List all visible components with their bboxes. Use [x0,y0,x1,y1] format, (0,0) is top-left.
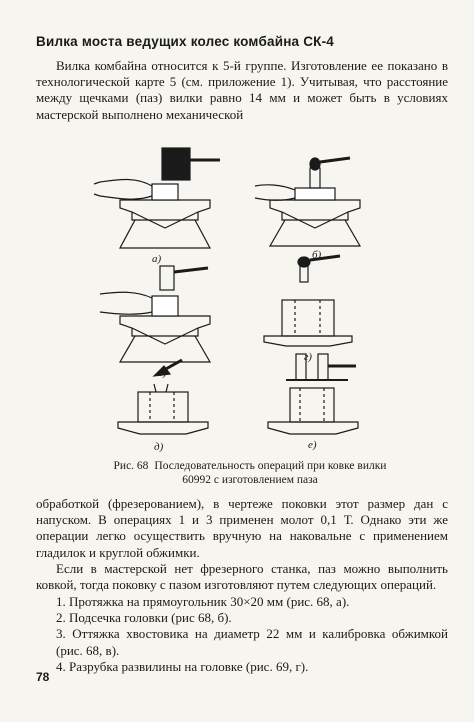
subfig-label-b: б) [312,249,322,261]
operation-g-drawing [264,256,352,346]
subfig-label-a: а) [152,253,162,265]
operation-a-drawing [94,148,220,248]
list-item: 3. Оттяжка хвостовика на диаметр 22 мм и калибровка обжимкой (рис. 68, в). [56,626,448,658]
list-item: 4. Разрубка развилины на головке (рис. 69, г). [56,658,309,674]
section-heading: Вилка моста ведущих колес комбайна СК-4 [36,34,334,49]
subfig-label-d: д) [154,441,164,453]
paragraph-machining: обработкой (фрезерованием), в чертеже поковки этот размер дан с напуском. В операциях 1 и 3 применен молот 0,1 Т. Однако эти же операции легко осуществить вручную на наковальне с применением гладилок и круглой обжимки. [36,496,448,560]
operation-e-drawing [268,354,358,434]
list-item: 2. Подсечка головки (рис 68, б). [56,610,232,626]
operations-list [56,594,448,675]
list-item: 1. Протяжка на прямоугольник 30×20 мм (рис. 68, а). [56,594,350,609]
page-number: 78 [36,670,50,684]
figure-caption [100,459,400,487]
figure-caption-text: Последовательность операций при ковке вилки 60992 с изготовлением паза [154,460,387,486]
subfig-label-g: г) [304,351,312,363]
paragraph-intro: Вилка комбайна относится к 5-й группе. Изготовление ее показано в технологической карте 5 (см. приложение 1). Учитывая, что расстояние между щечками (паз) вилки равно 14 мм и может быть в условиях мастерской выполнено механической [36,58,448,122]
paragraph-no-milling: Если в мастерской нет фрезерного станка, паз можно выполнить ковкой, тогда поковку с пазом изготовляют путем следующих операций. [36,561,448,593]
operation-v-drawing [100,266,210,362]
subfig-label-e: е) [308,439,317,451]
forging-operations-figure [90,140,390,458]
figure-number: Рис. 68 [113,460,149,472]
subfig-label-v: в) [158,367,167,379]
operation-b-drawing [255,158,360,246]
